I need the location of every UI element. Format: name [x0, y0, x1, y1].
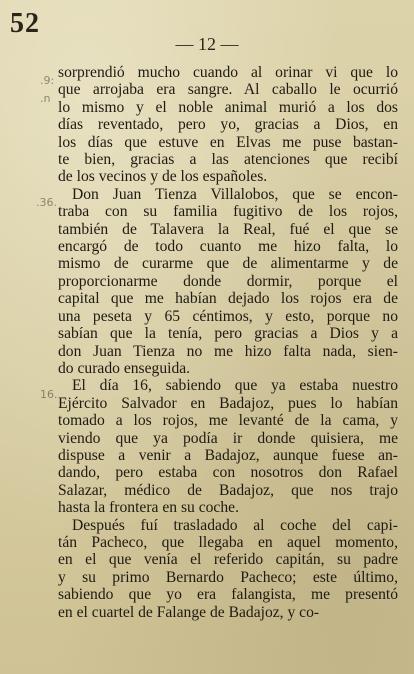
text-line: sabían que la tenía, pero gracias a Dios y a — [58, 325, 398, 343]
text-line: tán Pacheco, que llegaba en aquel momento, — [58, 533, 398, 551]
text-line: mismo de curarme que de alimentarme y de — [58, 255, 398, 273]
text-line: Ejército Salvador en Badajoz, pues lo habían — [58, 394, 398, 412]
text-line: Salazar, médico de Badajoz, que nos trajo — [58, 481, 398, 499]
margin-mark: 16. — [40, 388, 58, 401]
margin-mark: .9: — [40, 74, 55, 87]
text-line: Después fuí trasladado al coche del capi- — [72, 516, 398, 534]
text-line: sorprendió mucho cuando al orinar vi que lo — [58, 64, 398, 81]
text-line: Don Juan Tienza Villalobos, que se encon- — [72, 185, 398, 203]
text-line: tomado a los rojos, me levanté de la cama, y — [58, 412, 398, 430]
paragraph — [58, 517, 398, 621]
text-line: dando, pero estaba con nosotros don Rafael — [58, 464, 398, 482]
text-line: dispuse a venir a Badajoz, aunque fuese an- — [58, 446, 398, 464]
text-line: lo mismo y el noble animal murió a los dos — [58, 98, 398, 116]
text-line: en el que venía el referido capitán, su padre — [58, 551, 398, 569]
text-line: proporcionarme donde dormir, porque el — [58, 272, 398, 290]
text-line: capital que me habían dejado los rojos era de — [58, 290, 398, 308]
text-line: los días que estuve en Elvas me puse bastan- — [58, 133, 398, 151]
text-line: encargó de todo cuanto me hizo falta, lo — [58, 238, 398, 256]
text-line: de los vecinos y de los españoles. — [58, 168, 268, 186]
page-number: 52 — [10, 8, 40, 39]
paragraph — [58, 64, 398, 186]
paragraph — [58, 377, 398, 516]
text-line: hasta la frontera en su coche. — [58, 499, 239, 517]
text-line: y su primo Bernardo Pacheco; este último, — [58, 568, 398, 586]
text-line: en el cuartel de Falange de Badajoz, y co- — [58, 603, 320, 621]
running-head: — 12 — — [175, 34, 239, 54]
text-line: don Juan Tienza no me hizo falta nada, sien- — [58, 342, 398, 360]
text-line: El día 16, sabiendo que ya estaba nuestro — [72, 377, 398, 395]
margin-mark: .n — [40, 92, 51, 105]
text-line: que arrojaba era sangre. Al caballo le ocurrió — [58, 81, 398, 99]
text-line: días reventado, pero yo, gracias a Dios, en — [58, 116, 398, 134]
text-line: te bien, gracias a las atenciones que recibí — [58, 151, 398, 169]
body-text — [58, 64, 398, 621]
margin-mark: .36. — [36, 196, 57, 209]
text-line: do curado enseguida. — [58, 359, 191, 377]
paragraph — [58, 186, 398, 377]
text-line: viendo que ya podía ir donde quisiera, me — [58, 429, 398, 447]
text-line: traba con su familia fugitivo de los rojos, — [58, 203, 398, 221]
text-line: sabiendo que yo era falangista, me presentó — [58, 586, 398, 604]
text-line: también de Talavera la Real, fué el que se — [58, 220, 398, 238]
text-line: una peseta y 65 céntimos, y esto, porque no — [58, 307, 398, 325]
